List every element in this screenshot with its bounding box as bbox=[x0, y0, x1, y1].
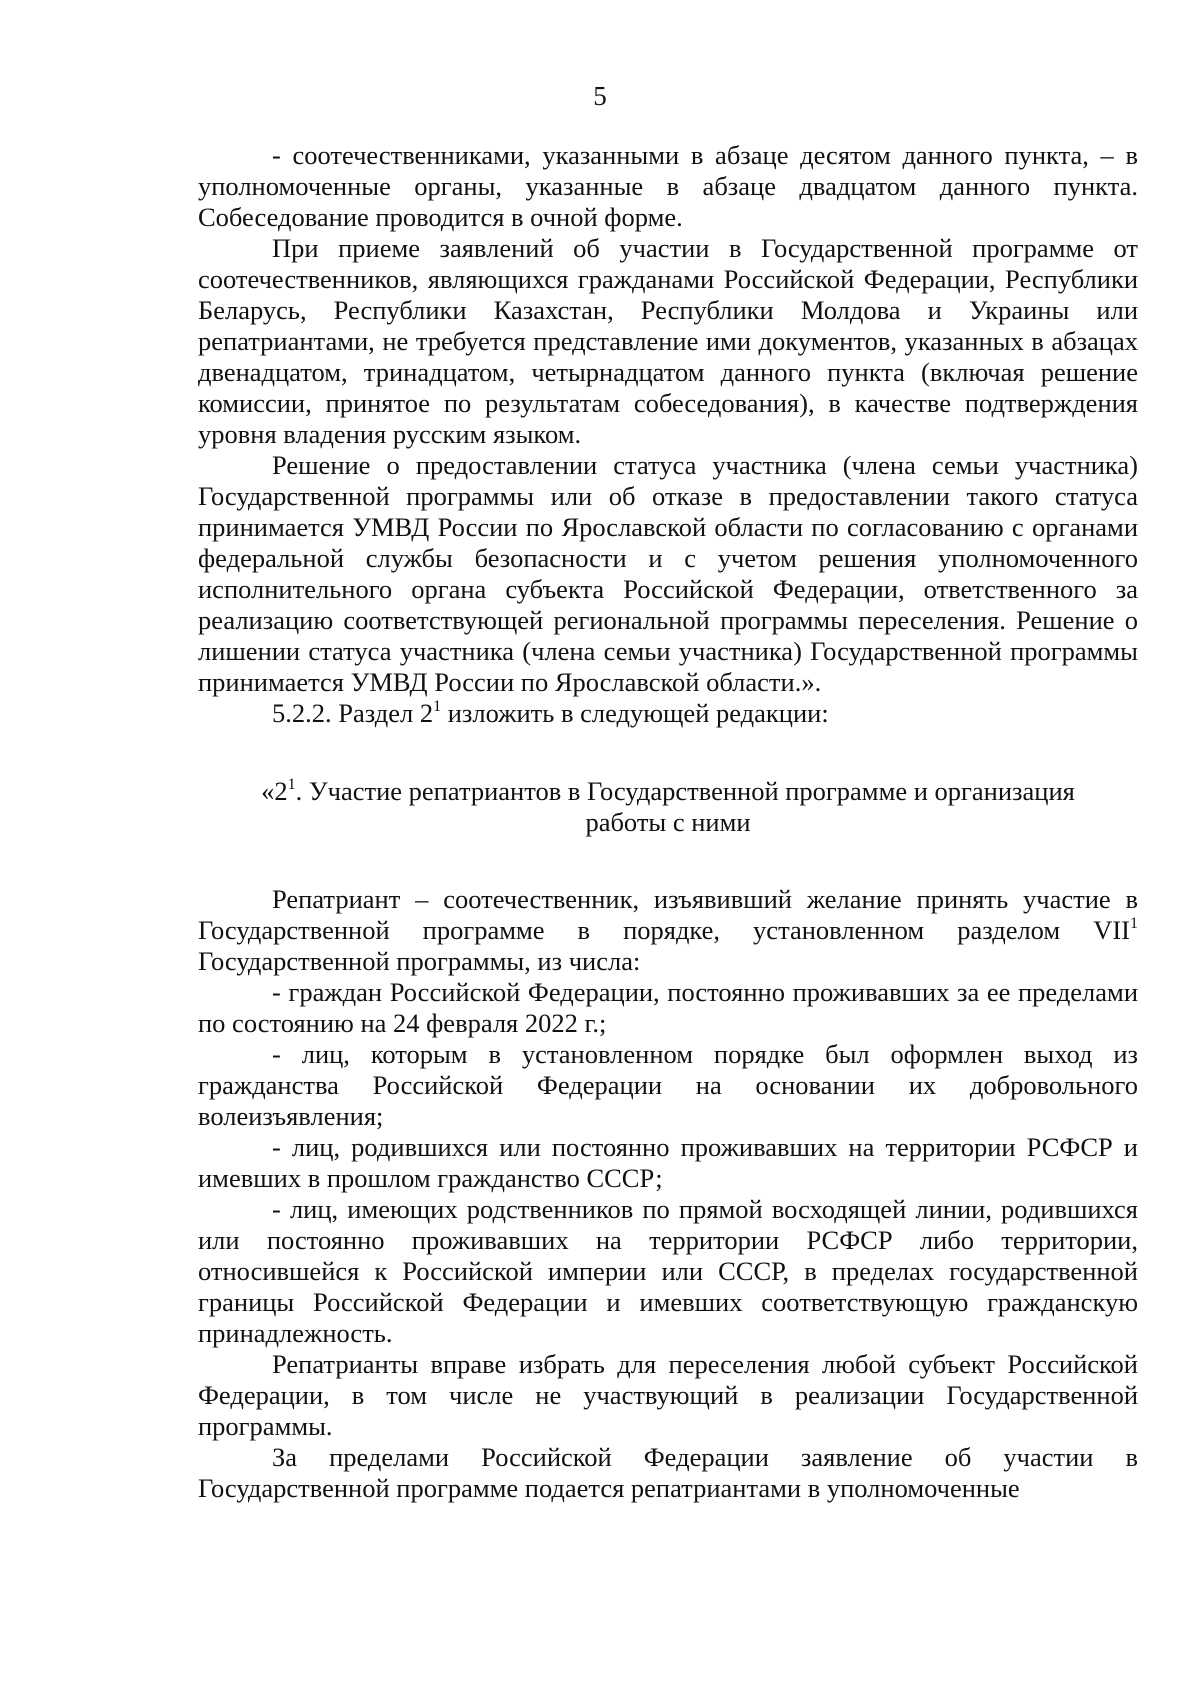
paragraph: Репатрианты вправе избрать для переселения любой субъект Российской Федерации, в том числе не участвующий в реализации Государственной программы. bbox=[198, 1349, 1138, 1441]
text-run: 5.2.2. Раздел 2 bbox=[272, 698, 434, 728]
text-run: изложить в следующей редакции: bbox=[441, 698, 829, 728]
page-number: 5 bbox=[593, 81, 607, 111]
superscript: 1 bbox=[287, 776, 296, 794]
list-item: - граждан Российской Федерации, постоянно проживавших за ее пределами по состоянию на 24 февраля 2022 г.; bbox=[198, 977, 1138, 1038]
list-item: - лиц, которым в установленном порядке был оформлен выход из гражданства Российской Федерации на основании их добровольного волеизъявления; bbox=[198, 1039, 1138, 1131]
paragraph bbox=[198, 884, 1138, 977]
section-heading bbox=[198, 776, 1138, 838]
superscript: 1 bbox=[433, 698, 442, 716]
paragraph: Решение о предоставлении статуса участника (члена семьи участника) Государственной программы или об отказе в предоставлении такого статуса принимается УМВД России по Ярославской области по согласованию с органами федеральной службы безопасности и с учетом решения уполномоченного исполнительного органа субъекта Российской Федерации, ответственного за реализацию соответствующей региональной программы переселения. Решение о лишении статуса участника (члена семьи участника) Государственной программы принимается УМВД России по Ярославской области.». bbox=[198, 450, 1138, 697]
text-run: . Участие репатриантов в Государственной программе и организация работы с ними bbox=[295, 776, 1075, 837]
list-item: - лиц, родившихся или постоянно проживавших на территории РСФСР и имевших в прошлом гражданство СССР; bbox=[198, 1132, 1138, 1193]
text-run: «2 bbox=[261, 776, 288, 806]
list-item: - лиц, имеющих родственников по прямой восходящей линии, родившихся или постоянно проживавших на территории РСФСР либо территории, относившейся к Российской империи или СССР, в пределах государственной границы Российской Федерации и имевших соответствующую гражданскую принадлежность. bbox=[198, 1194, 1138, 1348]
text-run: Репатриант – соотечественник, изъявивший желание принять участие в Государственной программе в порядке, установленном разделом VII bbox=[198, 884, 1138, 945]
paragraph: За пределами Российской Федерации заявление об участии в Государственной программе подается репатриантами в уполномоченные bbox=[198, 1442, 1138, 1503]
document-body bbox=[198, 140, 1138, 1504]
superscript: 1 bbox=[1130, 915, 1138, 933]
paragraph-amendment-instruction bbox=[198, 698, 1138, 729]
paragraph: При приеме заявлений об участии в Государственной программе от соотечественников, являющихся гражданами Российской Федерации, Республики Беларусь, Республики Казахстан, Республики Молдова и Украины или репатриантами, не требуется представление ими документов, указанных в абзацах двенадцатом, тринадцатом, четырнадцатом данного пункта (включая решение комиссии, принятое по результатам собеседования), в качестве подтверждения уровня владения русским языком. bbox=[198, 233, 1138, 449]
text-run: Государственной программы, из числа: bbox=[198, 946, 641, 976]
paragraph: - соотечественниками, указанными в абзаце десятом данного пункта, – в уполномоченные органы, указанные в абзаце двадцатом данного пункта. Собеседование проводится в очной форме. bbox=[198, 140, 1138, 232]
